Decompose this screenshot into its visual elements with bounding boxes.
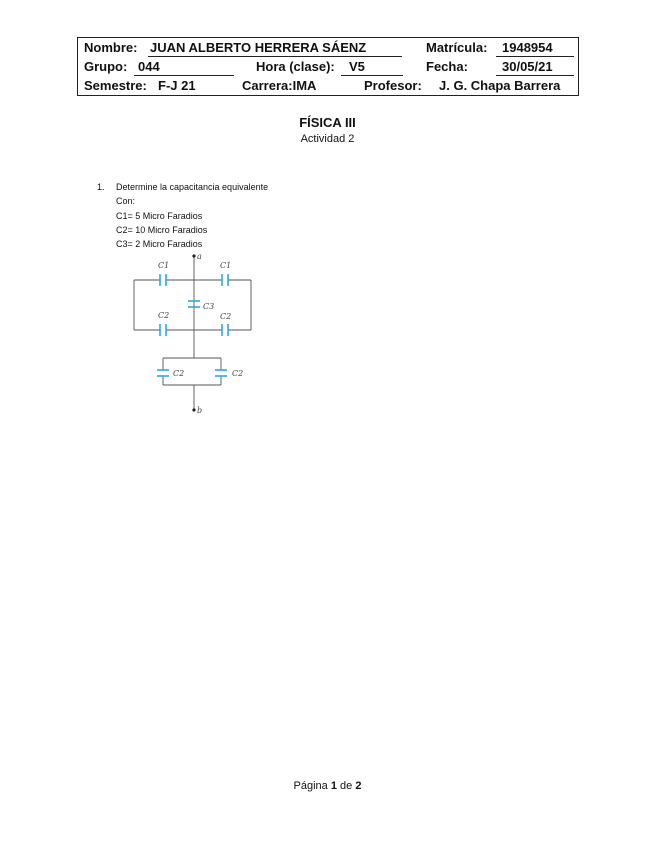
label-c2-left: C2: [158, 311, 170, 320]
grupo-value: 044: [138, 59, 160, 74]
footer-middle: de: [336, 780, 356, 792]
header-table: [77, 37, 579, 96]
circuit-wires: [134, 256, 251, 410]
label-c1-left: C1: [158, 261, 170, 270]
terminal-b-label: b: [197, 406, 203, 415]
matricula-label: Matrícula:: [426, 40, 488, 55]
question-given-label: Con:: [116, 196, 136, 207]
nombre-value: JUAN ALBERTO HERRERA SÁENZ: [150, 40, 367, 55]
footer-page-number: 1: [330, 780, 337, 792]
given-c3: C3= 2 Micro Faradios: [116, 239, 203, 250]
grupo-label: Grupo:: [84, 59, 128, 74]
question-text: [116, 180, 268, 251]
page-subtitle: Actividad 2: [300, 133, 355, 145]
footer-prefix: Página: [293, 780, 331, 792]
capacitor-plates: [157, 274, 228, 376]
label-c2-right: C2: [220, 312, 232, 321]
semestre-label: Semestre:: [84, 78, 147, 93]
nombre-label: Nombre:: [84, 40, 138, 55]
label-c3: C3: [203, 302, 215, 311]
header-row-2: [78, 57, 578, 77]
hora-label: Hora (clase):: [256, 59, 335, 74]
matricula-value: 1948954: [502, 40, 553, 55]
footer-page-total: 2: [355, 780, 362, 792]
fecha-label: Fecha:: [426, 59, 468, 74]
profesor-label: Profesor:: [364, 78, 422, 93]
question-number: 1.: [97, 182, 105, 192]
given-c2: C2= 10 Micro Faradios: [116, 224, 208, 235]
question-prompt: Determine la capacitancia equivalente: [116, 182, 269, 192]
profesor-value: J. G. Chapa Barrera: [439, 78, 561, 93]
page-footer: [0, 780, 655, 792]
hora-value: V5: [349, 59, 365, 74]
given-c1: C1= 5 Micro Faradios: [116, 210, 203, 221]
terminal-b-dot: [192, 408, 195, 411]
label-c2-bottom-left: C2: [173, 369, 185, 378]
terminal-a-label: a: [197, 252, 202, 261]
fecha-value: 30/05/21: [502, 59, 553, 74]
carrera-value: Carrera:IMA: [242, 78, 317, 93]
header-row-1: [78, 38, 578, 58]
header-row-3: [78, 76, 578, 95]
page-title: FÍSICA III: [299, 115, 356, 130]
terminal-a-dot: [192, 254, 195, 257]
capacitor-circuit-diagram: [125, 250, 260, 420]
label-c2-bottom-right: C2: [232, 369, 244, 378]
label-c1-right: C1: [220, 261, 232, 270]
semestre-value: F-J 21: [158, 78, 196, 93]
